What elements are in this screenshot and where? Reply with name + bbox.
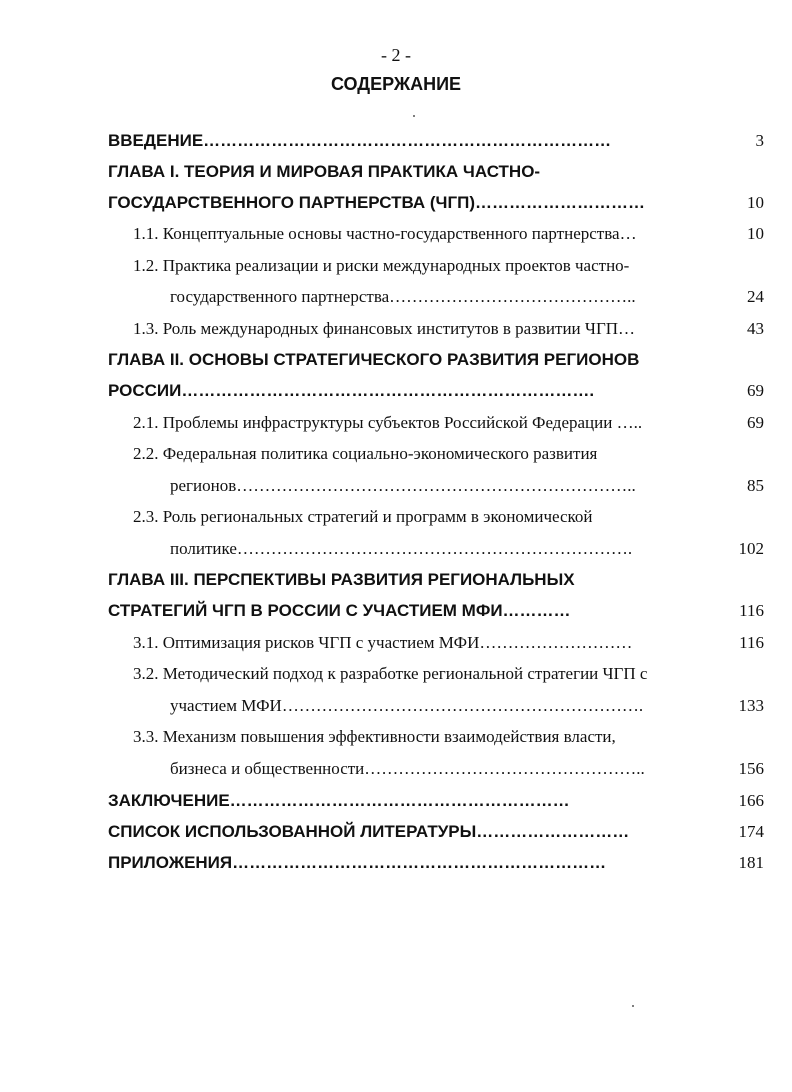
toc-page-number: 102 (738, 539, 764, 558)
toc-entry-title: ЗАКЛЮЧЕНИЕ…………………………………………………… (108, 791, 570, 810)
toc-entry-title: 1.1. Концептуальные основы частно-государственного партнерства… (133, 224, 637, 243)
toc-page-number: 10 (747, 224, 764, 243)
page-number: - 2 - (381, 45, 411, 65)
toc-entry-title: 3.2. Методический подход к разработке региональной стратегии ЧГП с (133, 664, 648, 683)
toc-page-number: 43 (747, 319, 764, 338)
toc-entry-title: ГЛАВА II. ОСНОВЫ СТРАТЕГИЧЕСКОГО РАЗВИТИЯ РЕГИОНОВ (108, 350, 640, 369)
toc-entry-title: ГЛАВА III. ПЕРСПЕКТИВЫ РАЗВИТИЯ РЕГИОНАЛЬНЫХ (108, 570, 575, 589)
toc-entry-title: 2.3. Роль региональных стратегий и программ в экономической (133, 507, 593, 526)
toc-entry-title-continued: СТРАТЕГИЙ ЧГП В РОССИИ С УЧАСТИЕМ МФИ………… (108, 601, 571, 620)
toc-entry-title: 1.2. Практика реализации и риски международных проектов частно- (133, 256, 630, 275)
toc-entry-title-continued: ГОСУДАРСТВЕННОГО ПАРТНЕРСТВА (ЧГП)………………………… (108, 193, 646, 212)
toc-page-number: 10 (747, 193, 764, 212)
toc-entry-title-continued: РОССИИ………………………………………………………………. (108, 381, 595, 400)
toc-page-number: 181 (738, 853, 764, 872)
toc-entry-title-continued: участием МФИ………………………………………………………. (170, 696, 644, 715)
toc-page-number: 24 (747, 287, 764, 306)
toc-page-number: 166 (738, 791, 764, 810)
page-title: СОДЕРЖАНИЕ (330, 74, 462, 94)
toc-entry-title: ПРИЛОЖЕНИЯ………………………………………………………… (108, 853, 607, 872)
toc-entry-title: СПИСОК ИСПОЛЬЗОВАННОЙ ЛИТЕРАТУРЫ……………………… (108, 822, 630, 841)
toc-entry-title-continued: бизнеса и общественности………………………………………….. (170, 759, 645, 778)
toc-page-number: 3 (755, 131, 764, 150)
toc-page-number: 156 (738, 759, 764, 778)
toc-entry-title: 3.3. Механизм повышения эффективности взаимодействия власти, (133, 727, 616, 746)
toc-page-number: 85 (747, 476, 764, 495)
toc-entry-title: 2.2. Федеральная политика социально-экономического развития (133, 444, 598, 463)
toc-entry-title-continued: государственного партнерства…………………………………….. (170, 287, 636, 306)
toc-page-number: 69 (747, 381, 764, 400)
toc-entry-title: 1.3. Роль международных финансовых институтов в развитии ЧГП… (133, 319, 636, 338)
toc-entry-title-continued: регионов…………………………………………………………….. (170, 476, 636, 495)
toc-entry-title-continued: политике……………………………………………………………. (170, 539, 633, 558)
toc-page-number: 133 (738, 696, 764, 715)
toc-page-number: 174 (738, 822, 764, 841)
toc-page-number: 116 (739, 601, 764, 620)
toc-entry-title: ВВЕДЕНИЕ……………………………………………………………… (108, 131, 612, 150)
scan-speck (632, 1005, 634, 1007)
toc-entry-title: ГЛАВА I. ТЕОРИЯ И МИРОВАЯ ПРАКТИКА ЧАСТНО- (108, 162, 541, 181)
scan-speck (413, 115, 415, 117)
toc-entry-title: 3.1. Оптимизация рисков ЧГП с участием МФИ……………………… (133, 633, 633, 652)
toc-page-number: 69 (747, 413, 764, 432)
toc-page-number: 116 (739, 633, 764, 652)
toc-entry-title: 2.1. Проблемы инфраструктуры субъектов Российской Федерации ….. (133, 413, 643, 432)
